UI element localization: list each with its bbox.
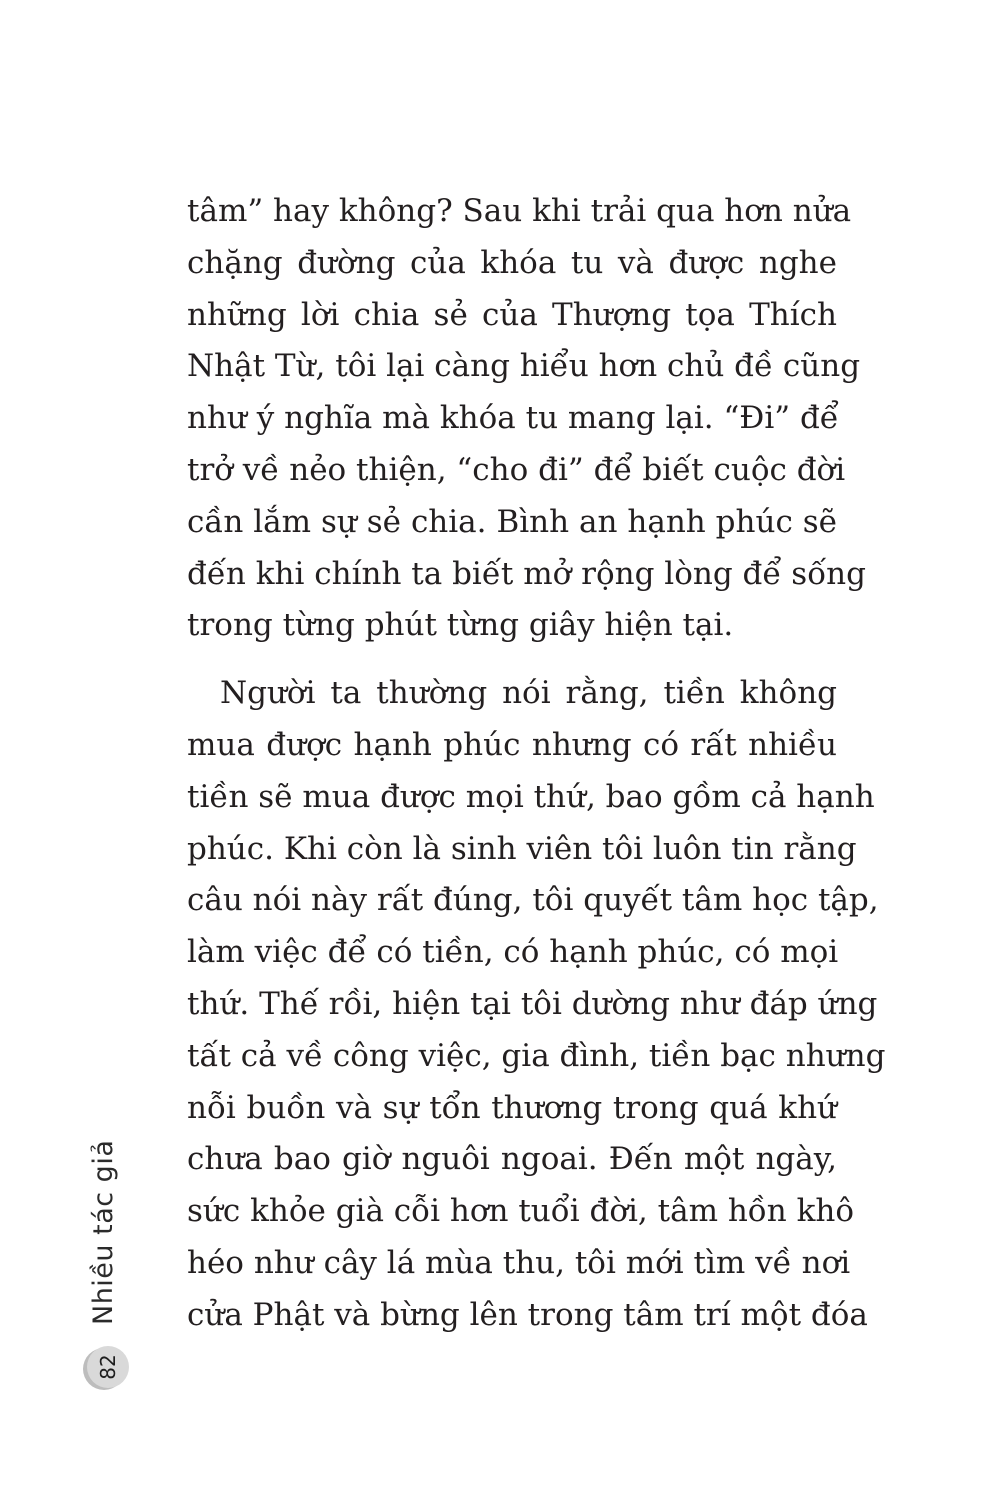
text-line: làm việc để có tiền, có hạnh phúc, có mọi <box>187 934 839 971</box>
text-line: nỗi buồn và sự tổn thương trong quá khứ <box>187 1089 837 1126</box>
text-line: héo như cây lá mùa thu, tôi mới tìm về nơi <box>187 1244 851 1281</box>
text-line: mua được hạnh phúc nhưng có rất nhiều <box>187 726 837 763</box>
text-line: trong từng phút từng giây hiện tại. <box>187 607 734 644</box>
text-line: phúc. Khi còn là sinh viên tôi luôn tin rằng <box>187 830 857 867</box>
paragraph-1 <box>187 186 866 652</box>
text-line: chưa bao giờ nguôi ngoai. Đến một ngày, <box>187 1141 837 1178</box>
text-line: cửa Phật và bừng lên trong tâm trí một đóa <box>187 1296 868 1333</box>
text-line: tâm” hay không? Sau khi trải qua hơn nửa <box>187 193 852 229</box>
text-line: câu nói này rất đúng, tôi quyết tâm học tập, <box>187 882 879 919</box>
text-line: cần lắm sự sẻ chia. Bình an hạnh phúc sẽ <box>187 503 837 540</box>
text-line: tiền sẽ mua được mọi thứ, bao gồm cả hạnh <box>187 778 875 815</box>
text-line: thứ. Thế rồi, hiện tại tôi dường như đáp ứng <box>187 985 878 1022</box>
paragraph-2 <box>187 668 886 1341</box>
page-number: 82 <box>96 1354 120 1380</box>
text-line: những lời chia sẻ của Thượng tọa Thích <box>187 296 837 333</box>
text-line: Nhật Từ, tôi lại càng hiểu hơn chủ đề cũng <box>187 348 861 385</box>
body-text <box>187 186 886 1342</box>
text-line: đến khi chính ta biết mở rộng lòng để sống <box>187 555 866 592</box>
text-line: trở về nẻo thiện, “cho đi” để biết cuộc đời <box>187 451 846 488</box>
text-line: tất cả về công việc, gia đình, tiền bạc nhưng <box>187 1037 886 1074</box>
text-line: Người ta thường nói rằng, tiền không <box>220 675 837 712</box>
text-line: như ý nghĩa mà khóa tu mang lại. “Đi” để <box>187 400 839 437</box>
page-sidebar <box>80 1130 136 1400</box>
text-line: sức khỏe già cỗi hơn tuổi đời, tâm hồn khô <box>187 1193 854 1230</box>
book-title: Nhiều tác giả <box>88 1139 119 1325</box>
text-line: chặng đường của khóa tu và được nghe <box>187 244 837 281</box>
page-number-badge <box>87 1346 129 1388</box>
